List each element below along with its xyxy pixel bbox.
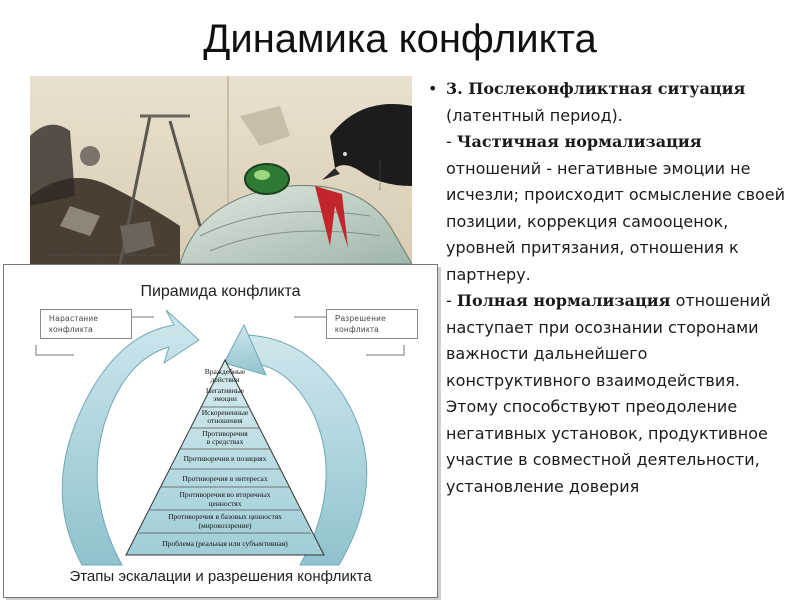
stage-heading-rest: (латентный период). [446,105,623,125]
slide-title: Динамика конфликта [203,17,597,61]
resolution-box-line: конфликта [335,325,380,334]
illustration-image [30,76,412,264]
pyramid-level-label: Негативные [205,386,245,395]
pyramid-level-label: Враждебные [204,367,246,376]
escalation-box-line: Нарастание [49,314,99,323]
bullet-marker: • [428,79,438,98]
pyramid-level-label: отношения [207,416,243,425]
pyramid-level-label: ценностях [208,499,242,508]
partial-normalization-paragraph [446,129,786,288]
diagram-footer: Этапы эскалации и разрешения конфликта [69,568,372,585]
stage-heading-bold: 3. Послеконфликтная ситуация [446,79,746,98]
pyramid-level-label: Противоречия в интересах [182,474,268,483]
pyramid-level-label: в средствах [206,437,244,446]
conflict-pyramid-diagram [3,264,438,598]
pyramid-level-label: эмоции [213,394,237,403]
partial-normalization-term: Частичная нормализация [456,132,702,151]
pyramid-level-label: Противоречия во вторичных [179,490,271,499]
pyramid-level-label: (мировоззрение) [198,521,252,530]
pyramid-level-label: Противоречия в базовых ценностях [168,512,282,521]
escalation-box-line: конфликта [49,325,94,334]
illustration-credit: Drawing by Geoff Taylor [378,160,382,191]
partial-normalization-text: отношений - негативные эмоции не исчезли; происходит осмысление своей позиции, коррекция самооценок, уровней притязания, отношения к партнеру. [446,158,786,284]
stage-heading [446,76,786,129]
diagram-title: Пирамида конфликта [140,283,301,300]
full-normalization-term: Полная нормализация [456,291,671,310]
pyramid-level-label: Искорененные [201,408,249,417]
resolution-box-line: Разрешение [335,314,387,323]
illustration-caption: DEAD CONDOR ... out of the fossil heap mid dread of which the human tiaer was crushed and torn [48,253,169,257]
pyramid-level-label: Противоречия в позициях [183,454,267,463]
escalation-box [40,309,132,339]
full-normalization-paragraph [446,288,786,500]
resolution-box [326,309,418,339]
full-normalization-text: отношений наступает при осознании сторонами важности дальнейшего конструктивного взаимодействия. Этому способствуют преодоление негативных установок, продуктивное участие в совместной деятельности, установление доверия [446,291,771,496]
pyramid-level-label: действия [210,375,240,384]
dash: - [446,132,457,151]
content-text [428,76,786,500]
dash: - [446,291,457,310]
illustration-drawing [30,76,412,264]
pyramid-level-label: Противоречия [202,429,248,438]
pyramid-level-label: Проблема (реальная или субъективная) [162,539,288,548]
